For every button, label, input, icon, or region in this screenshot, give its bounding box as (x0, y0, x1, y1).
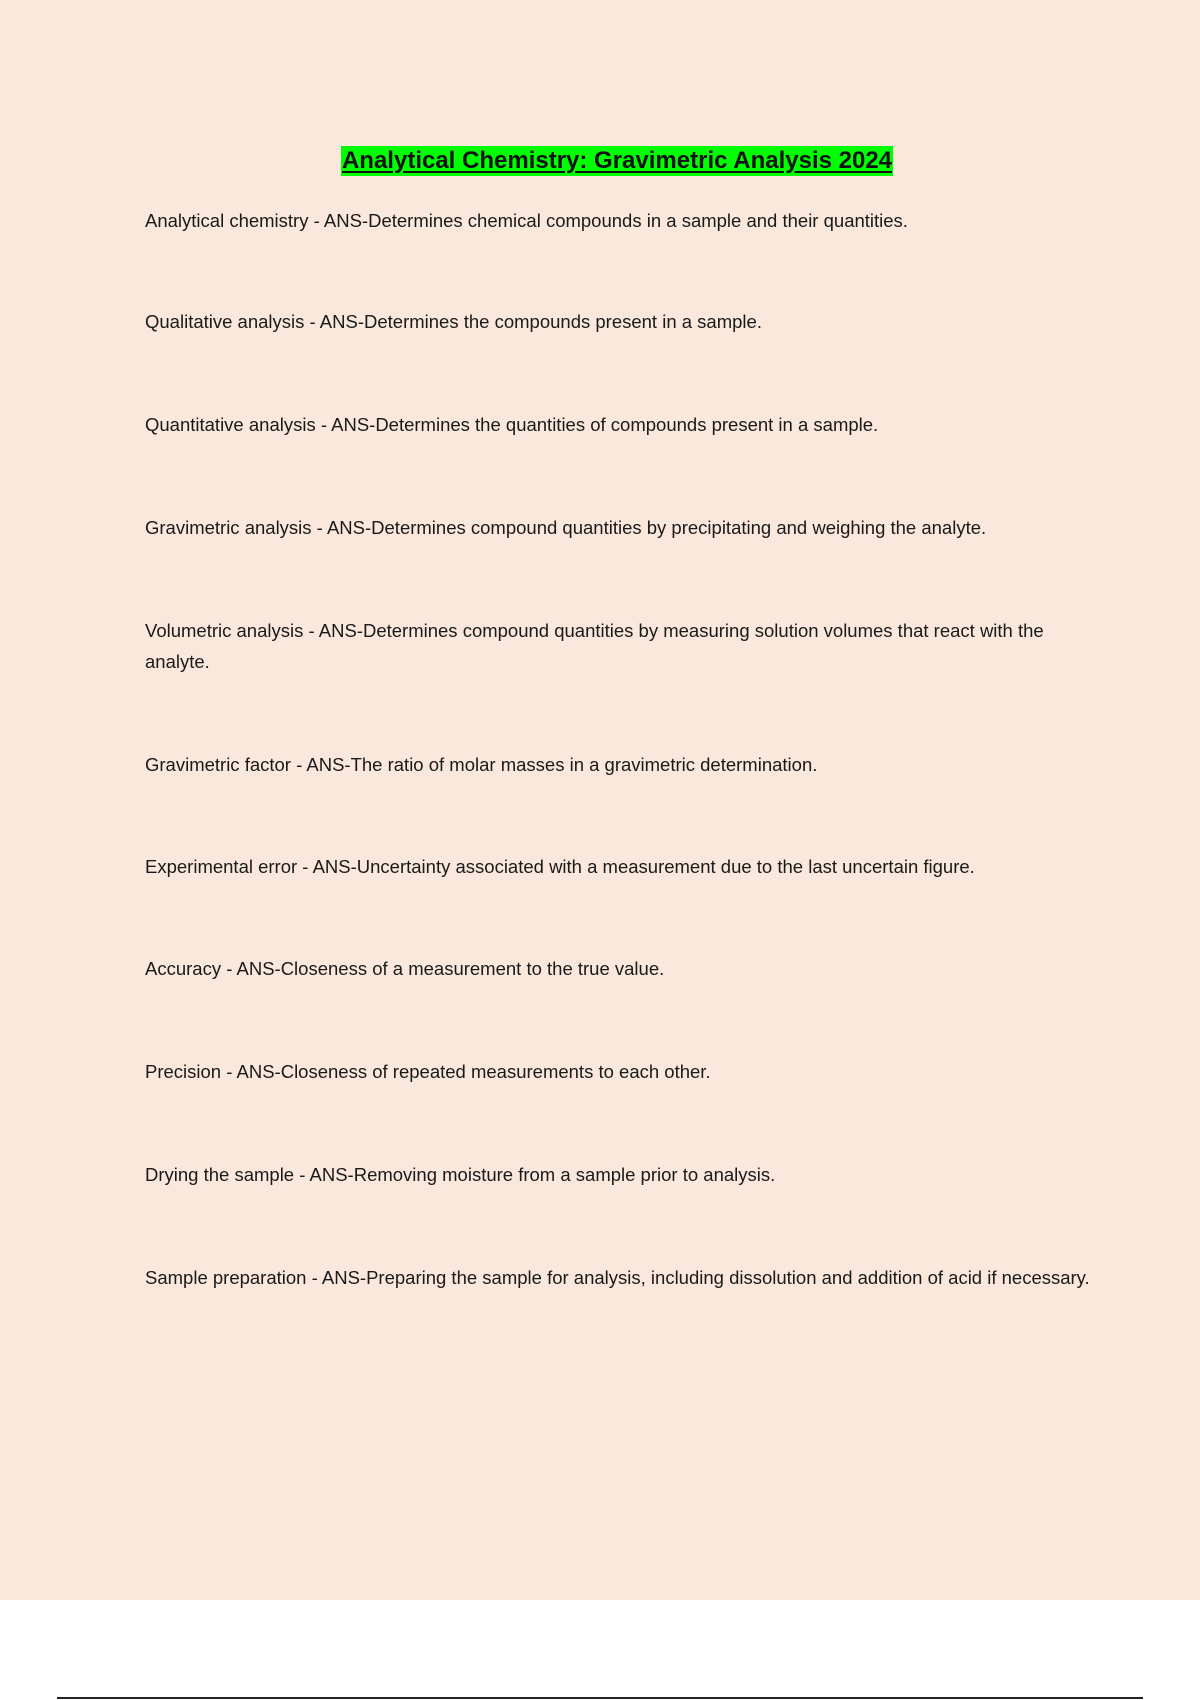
entry-sample-preparation: Sample preparation - ANS-Preparing the sample for analysis, including dissolution and addition of acid if necessary. (145, 1267, 1090, 1288)
page-title: Analytical Chemistry: Gravimetric Analysis 2024 (341, 147, 893, 174)
entry-accuracy: Accuracy - ANS-Closeness of a measurement to the true value. (145, 958, 665, 979)
footer-divider (57, 1697, 1143, 1699)
entry-drying-the-sample: Drying the sample - ANS-Removing moisture from a sample prior to analysis. (145, 1164, 776, 1185)
entry-precision: Precision - ANS-Closeness of repeated measurements to each other. (145, 1061, 711, 1082)
entry-experimental-error: Experimental error - ANS-Uncertainty associated with a measurement due to the last uncertain figure. (145, 856, 975, 877)
entry-qualitative-analysis: Qualitative analysis - ANS-Determines the compounds present in a sample. (145, 311, 762, 332)
entry-gravimetric-analysis: Gravimetric analysis - ANS-Determines compound quantities by precipitating and weighing the analyte. (145, 517, 987, 538)
entry-quantitative-analysis: Quantitative analysis - ANS-Determines the quantities of compounds present in a sample. (145, 414, 879, 435)
entry-gravimetric-factor: Gravimetric factor - ANS-The ratio of molar masses in a gravimetric determination. (145, 754, 818, 775)
title-container (0, 146, 1200, 176)
entry-analytical-chemistry: Analytical chemistry - ANS-Determines chemical compounds in a sample and their quantities. (145, 210, 908, 231)
entry-volumetric-analysis: Volumetric analysis - ANS-Determines compound quantities by measuring solution volumes that react with the analyte. (145, 620, 1044, 672)
